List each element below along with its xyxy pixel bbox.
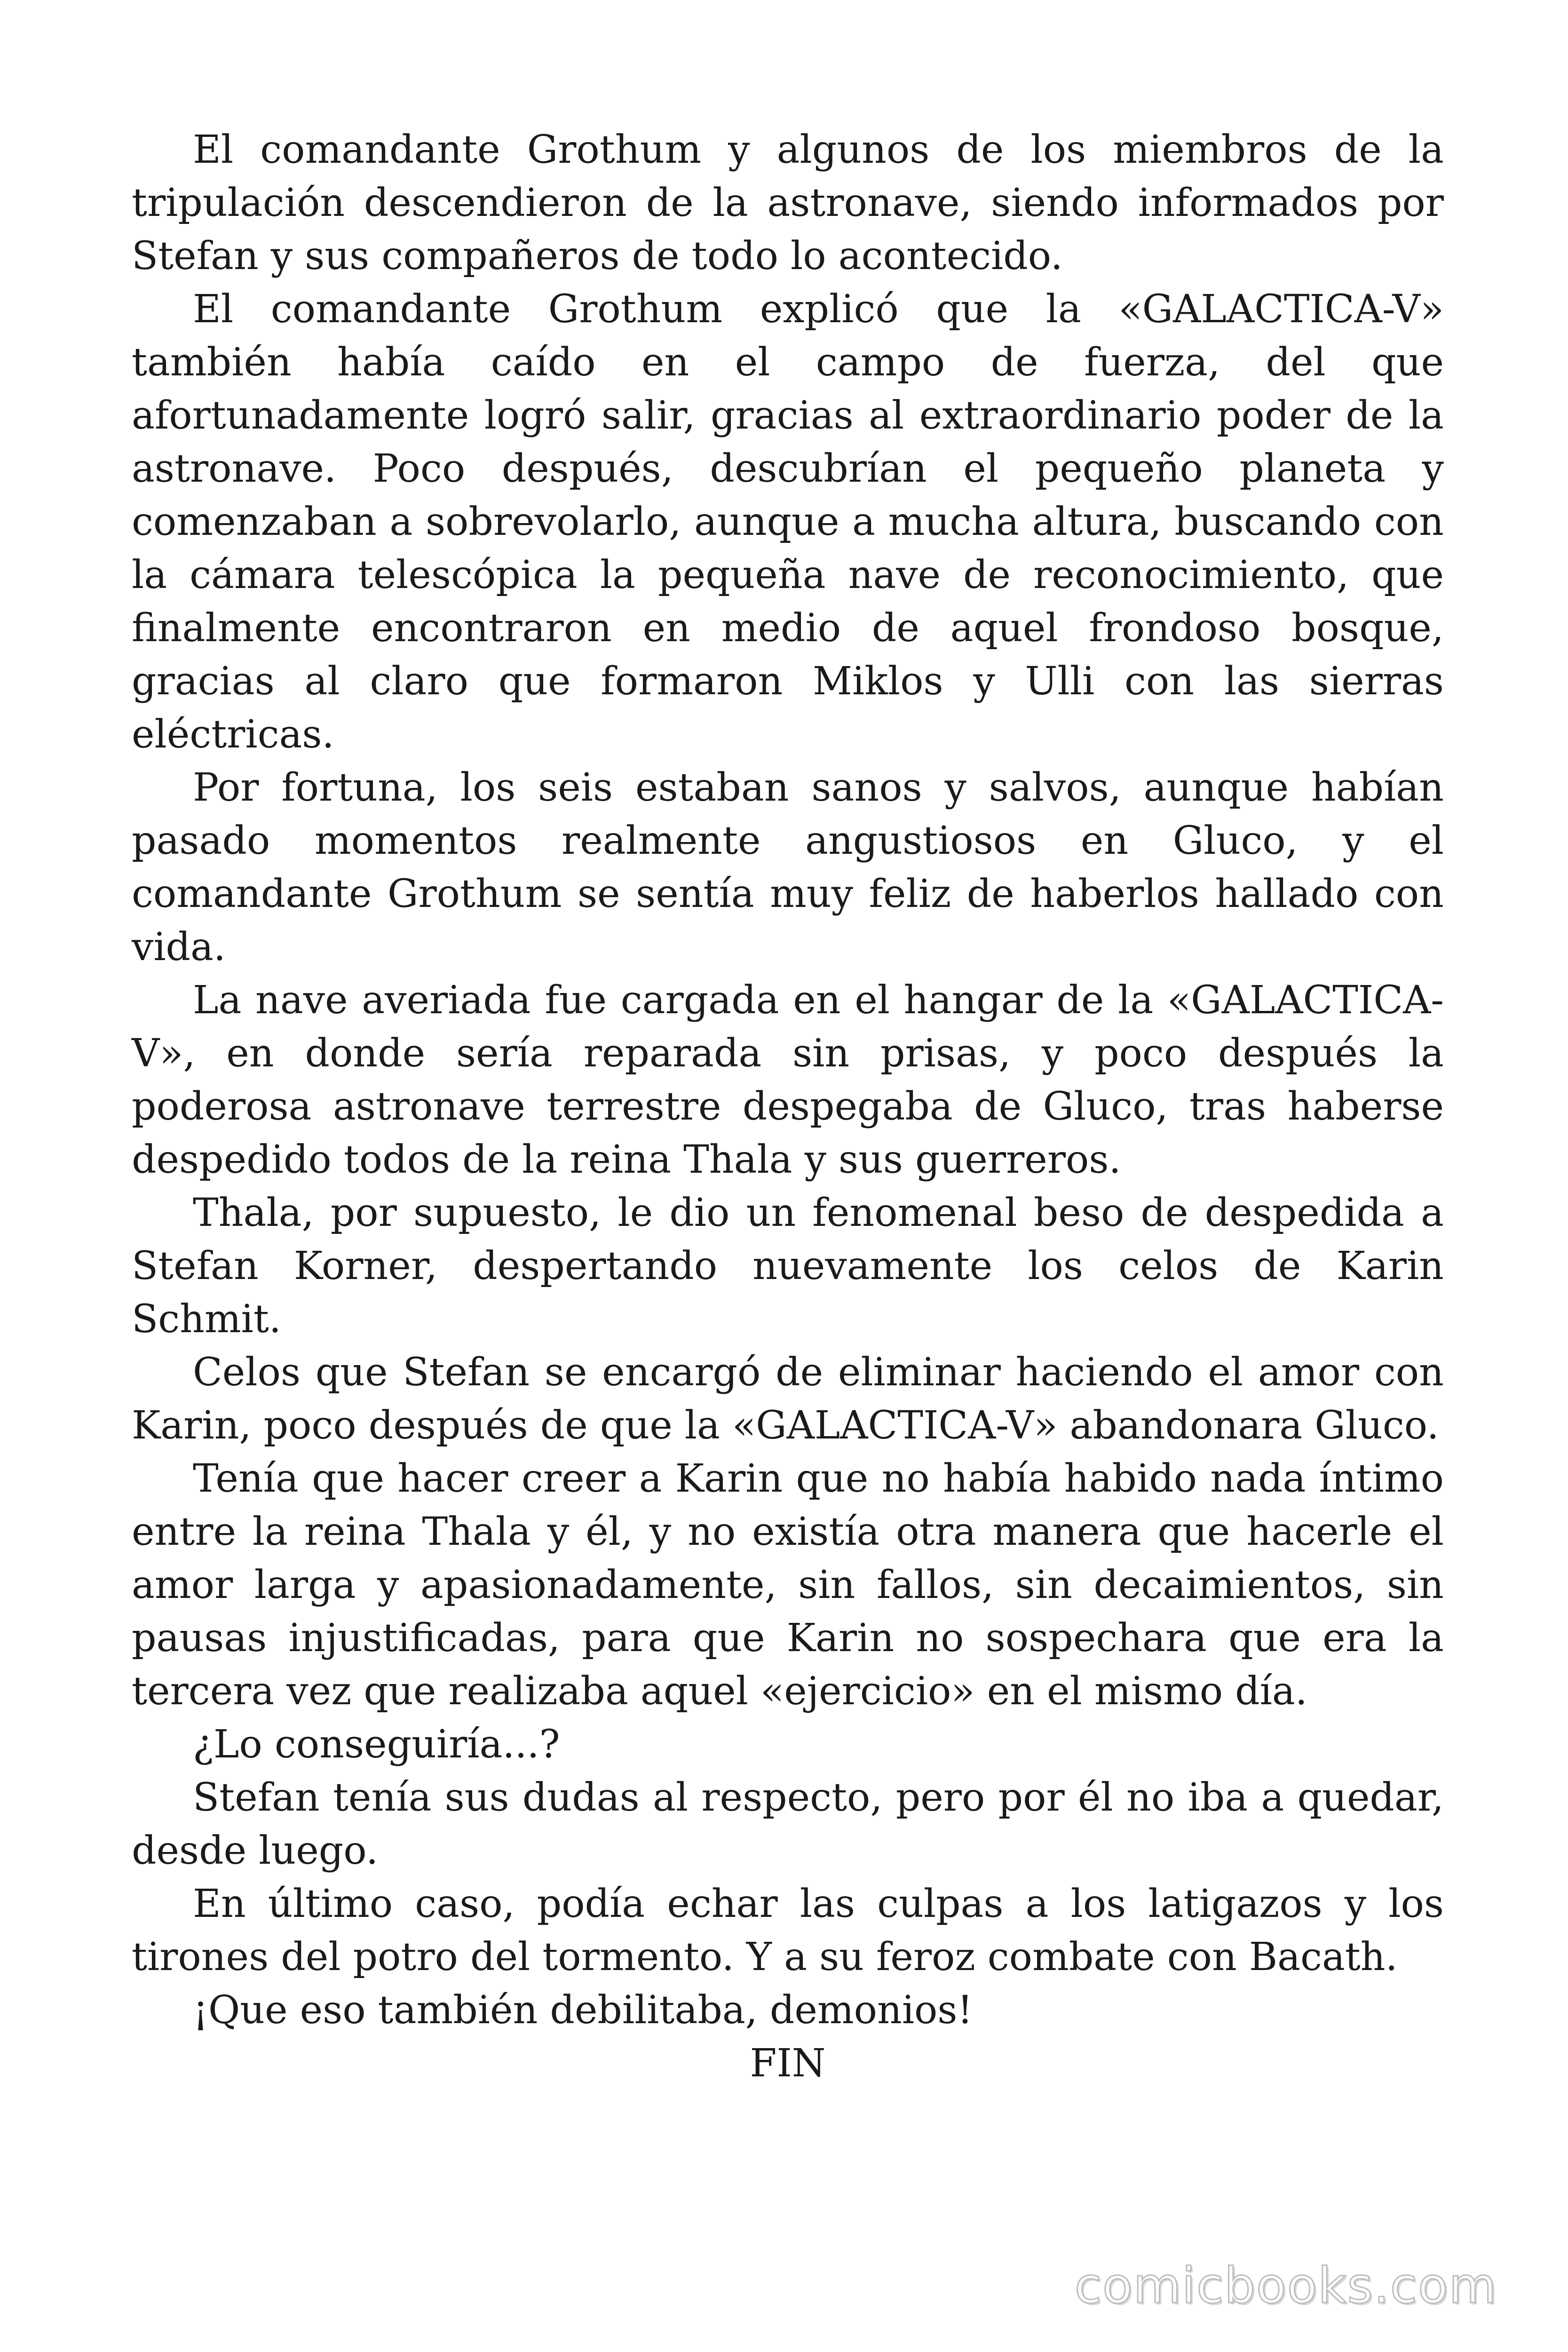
- paragraph: ¡Que eso también debilitaba, demonios!: [193, 1988, 973, 2033]
- paragraph: El comandante Grothum explicó que la «GALACTICA-V» también había caído en el campo de fuerza, del que afortunadamente logró salir, gracias al extraordinario poder de la astronave. Poco después, descubrían el pequeño planeta y comenzaban a sobrevolarlo, aunque a mucha altura, buscando con la cámara telescópica la pequeña nave de reconocimiento, que finalmente encontraron en medio de aquel frondoso bosque, gracias al claro que formaron Miklos y Ulli con las sierras eléctricas.: [132, 287, 1444, 757]
- watermark: comicbooks.com: [1074, 2257, 1497, 2314]
- paragraph: ¿Lo conseguiría...?: [193, 1722, 560, 1767]
- paragraph: Celos que Stefan se encargó de eliminar haciendo el amor con Karin, poco después de que la «GALACTICA-V» abandonara Gluco.: [132, 1350, 1444, 1448]
- paragraph: Tenía que hacer creer a Karin que no había habido nada íntimo entre la reina Thala y él, y no existía otra manera que hacerle el amor larga y apasionadamente, sin fallos, sin decaimientos, sin pausas injustificadas, para que Karin no sospechara que era la tercera vez que realizaba aquel «ejercicio» en el mismo día.: [132, 1456, 1444, 1714]
- paragraph: El comandante Grothum y algunos de los miembros de la tripulación descendieron de la astronave, siendo informados por Stefan y sus compañeros de todo lo acontecido.: [132, 127, 1444, 278]
- paragraph: Stefan tenía sus dudas al respecto, pero por él no iba a quedar, desde luego.: [132, 1775, 1444, 1873]
- body-text: [132, 123, 1444, 2090]
- paragraph: La nave averiada fue cargada en el hangar de la «GALACTICA-V», en donde sería reparada sin prisas, y poco después la poderosa astronave terrestre despegaba de Gluco, tras haberse despedido todos de la reina Thala y sus guerreros.: [132, 978, 1444, 1182]
- paragraph: En último caso, podía echar las culpas a los latigazos y los tirones del potro del tormento. Y a su feroz combate con Bacath.: [132, 1882, 1444, 1979]
- paragraph: Por fortuna, los seis estaban sanos y salvos, aunque habían pasado momentos realmente angustiosos en Gluco, y el comandante Grothum se sentía muy feliz de haberlos hallado con vida.: [132, 765, 1444, 969]
- ending-fin: FIN: [750, 2041, 826, 2086]
- paragraph: Thala, por supuesto, le dio un fenomenal beso de despedida a Stefan Korner, despertando nuevamente los celos de Karin Schmit.: [132, 1191, 1444, 1342]
